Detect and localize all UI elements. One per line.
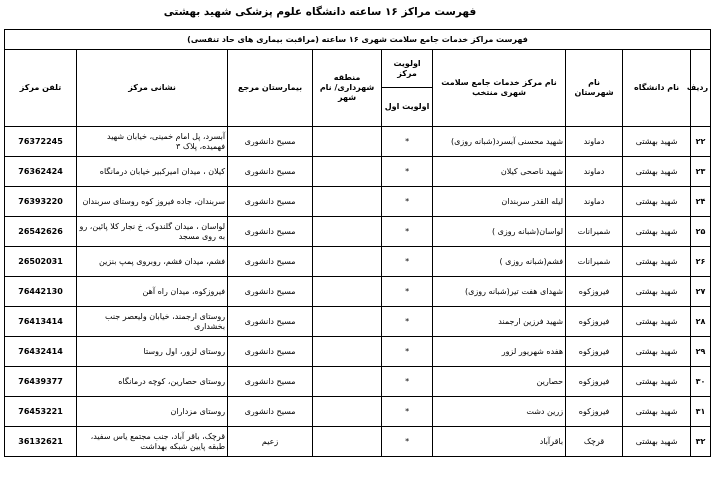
priority-cell: * [382,397,433,427]
address-cell: لواسان ، میدان گلندوک، خ نجار کلا پائین، رو به روی مسجد [77,217,228,247]
city-cell: فیروزکوه [566,307,623,337]
header-priority-first: اولویت اول [382,88,433,127]
city-cell: شمیرانات [566,247,623,277]
municipality-cell [313,217,382,247]
table-row [5,337,711,367]
hospital-cell: مسیح دانشوری [228,277,313,307]
phone-cell: 26502031 [5,247,77,277]
municipality-cell [313,307,382,337]
document-title: فهرست مراکز ۱۶ ساعته دانشگاه علوم پزشکی شهید بهشتی [163,6,477,18]
city-cell: فیروزکوه [566,367,623,397]
table-row [5,397,711,427]
phone-cell: 76413414 [5,307,77,337]
center-name-cell: لیله القدر سربندان [433,187,566,217]
table-row [5,127,711,157]
row-number: ۲۷ [691,277,711,307]
header-address: نشانی مرکز [77,50,228,127]
table-row [5,157,711,187]
center-name-cell: حصارین [433,367,566,397]
hospital-cell: مسیح دانشوری [228,127,313,157]
row-number: ۳۲ [691,427,711,457]
center-name-cell: فشم(شبانه روزی ) [433,247,566,277]
priority-cell: * [382,337,433,367]
center-name-cell: شهید ناصحی کیلان [433,157,566,187]
city-cell: دماوند [566,187,623,217]
row-number: ۲۸ [691,307,711,337]
table-row [5,217,711,247]
university-cell: شهید بهشتی [623,127,691,157]
priority-cell: * [382,157,433,187]
row-number: ۲۴ [691,187,711,217]
municipality-cell [313,277,382,307]
address-cell: روستای لزور، اول روستا [77,337,228,367]
university-cell: شهید بهشتی [623,247,691,277]
phone-cell: 76453221 [5,397,77,427]
hospital-cell: مسیح دانشوری [228,247,313,277]
row-number: ۲۶ [691,247,711,277]
municipality-cell [313,247,382,277]
phone-cell: 36132621 [5,427,77,457]
university-cell: شهید بهشتی [623,187,691,217]
university-cell: شهید بهشتی [623,397,691,427]
university-cell: شهید بهشتی [623,307,691,337]
university-cell: شهید بهشتی [623,337,691,367]
row-number: ۲۵ [691,217,711,247]
header-radif: ردیف [691,50,711,127]
university-cell: شهید بهشتی [623,217,691,247]
header-hospital: بیمارستان مرجع [228,50,313,127]
municipality-cell [313,127,382,157]
municipality-cell [313,337,382,367]
hospital-cell: مسیح دانشوری [228,307,313,337]
city-cell: شمیرانات [566,217,623,247]
municipality-cell [313,157,382,187]
city-cell: فیروزکوه [566,277,623,307]
header-center-name: نام مرکز خدمات جامع سلامت شهری منتخب [433,50,566,127]
hospital-cell: مسیح دانشوری [228,337,313,367]
university-cell: شهید بهشتی [623,157,691,187]
phone-cell: 76393220 [5,187,77,217]
priority-cell: * [382,217,433,247]
address-cell: کیلان ، میدان امیرکبیر خیابان درمانگاه [77,157,228,187]
row-number: ۲۹ [691,337,711,367]
priority-cell: * [382,307,433,337]
header-city: نام شهرستان [566,50,623,127]
address-cell: قرچک، باقر آباد، جنب مجتمع یاس سفید، طبقه پایین شبکه بهداشت [77,427,228,457]
row-number: ۲۳ [691,157,711,187]
header-phone: تلفن مرکز [5,50,77,127]
priority-cell: * [382,367,433,397]
phone-cell: 76442130 [5,277,77,307]
table-banner: فهرست مراکز خدمات جامع سلامت شهری ۱۶ ساعته (مراقبت بیماری های حاد تنفسی) [5,30,711,50]
priority-cell: * [382,427,433,457]
header-priority: اولویت مرکز [382,50,433,88]
center-name-cell: باقرآباد [433,427,566,457]
hospital-cell: زعیم [228,427,313,457]
table-row [5,187,711,217]
address-cell: سربندان، جاده فیروز کوه روستای سربندان [77,187,228,217]
hospital-cell: مسیح دانشوری [228,397,313,427]
priority-cell: * [382,247,433,277]
row-number: ۳۰ [691,367,711,397]
city-cell: قرچک [566,427,623,457]
hospital-cell: مسیح دانشوری [228,157,313,187]
city-cell: فیروزکوه [566,397,623,427]
row-number: ۲۲ [691,127,711,157]
center-name-cell: زرین دشت [433,397,566,427]
municipality-cell [313,187,382,217]
header-municipality: منطقه شهرداری/ نام شهر [313,50,382,127]
table-row [5,247,711,277]
university-cell: شهید بهشتی [623,277,691,307]
row-number: ۳۱ [691,397,711,427]
header-university: نام دانشگاه [623,50,691,127]
center-name-cell: شهدای هفت تیر(شبانه روزی) [433,277,566,307]
address-cell: روستای حصارین، کوچه درمانگاه [77,367,228,397]
table-row [5,427,711,457]
priority-cell: * [382,277,433,307]
municipality-cell [313,367,382,397]
phone-cell: 76372245 [5,127,77,157]
municipality-cell [313,427,382,457]
centers-table [4,29,711,457]
city-cell: دماوند [566,157,623,187]
center-name-cell: شهید محسنی آبسرد(شبانه روزی) [433,127,566,157]
center-name-cell: شهید فرزین ارجمند [433,307,566,337]
municipality-cell [313,397,382,427]
phone-cell: 26542626 [5,217,77,247]
hospital-cell: مسیح دانشوری [228,367,313,397]
phone-cell: 76362424 [5,157,77,187]
hospital-cell: مسیح دانشوری [228,217,313,247]
priority-cell: * [382,127,433,157]
city-cell: فیروزکوه [566,337,623,367]
phone-cell: 76439377 [5,367,77,397]
table-row [5,367,711,397]
address-cell: آبسرد، پل امام خمینی، خیابان شهید فهمیده، پلاک ۳ [77,127,228,157]
university-cell: شهید بهشتی [623,427,691,457]
address-cell: روستای مزداران [77,397,228,427]
address-cell: روستای ارجمند، خیابان ولیعصر جنب بخشداری [77,307,228,337]
city-cell: دماوند [566,127,623,157]
center-name-cell: لواسان(شبانه روزی ) [433,217,566,247]
address-cell: فیروزکوه، میدان راه آهن [77,277,228,307]
phone-cell: 76432414 [5,337,77,367]
university-cell: شهید بهشتی [623,367,691,397]
hospital-cell: مسیح دانشوری [228,187,313,217]
table-row [5,277,711,307]
table-row [5,307,711,337]
priority-cell: * [382,187,433,217]
center-name-cell: هفده شهریور لزور [433,337,566,367]
address-cell: فشم، میدان فشم، روبروی پمپ بنزین [77,247,228,277]
